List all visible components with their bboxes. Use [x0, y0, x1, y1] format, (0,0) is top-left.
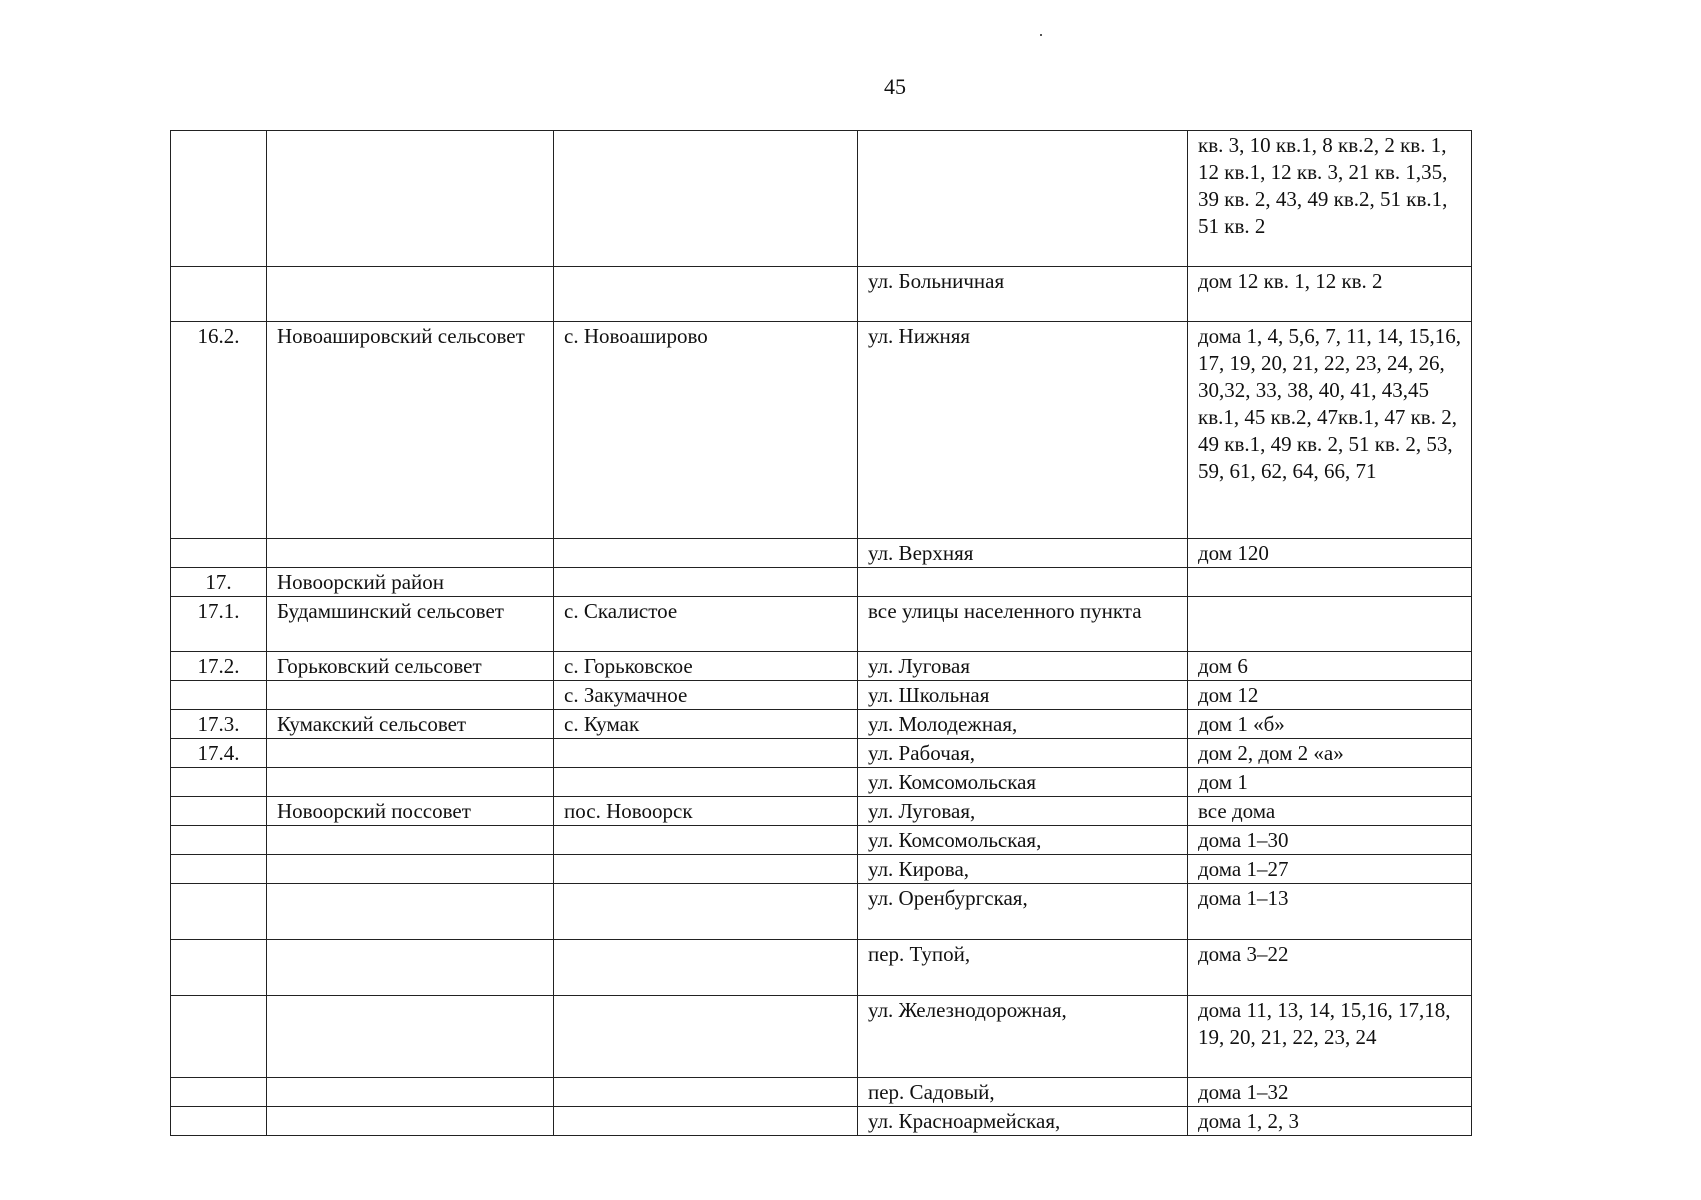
row-number-cell: [171, 539, 267, 568]
table-row: [171, 1107, 1472, 1136]
row-number-cell: 17.2.: [171, 652, 267, 681]
settlement-cell: с. Новоаширово: [554, 322, 858, 539]
street-cell: пер. Тупой,: [858, 940, 1188, 996]
settlement-cell: [554, 768, 858, 797]
houses-cell: дома 1–30: [1188, 826, 1472, 855]
houses-cell: дом 12 кв. 1, 12 кв. 2: [1188, 267, 1472, 322]
street-cell: [858, 568, 1188, 597]
settlement-cell: [554, 568, 858, 597]
district-cell: [267, 855, 554, 884]
houses-cell: дом 12: [1188, 681, 1472, 710]
settlement-cell: с. Горьковское: [554, 652, 858, 681]
settlement-cell: с. Закумачное: [554, 681, 858, 710]
row-number-cell: 16.2.: [171, 322, 267, 539]
settlement-cell: [554, 940, 858, 996]
settlement-cell: [554, 1078, 858, 1107]
table-body: [171, 131, 1472, 1136]
district-cell: Новоорский район: [267, 568, 554, 597]
table-row: [171, 1078, 1472, 1107]
houses-cell: дом 2, дом 2 «а»: [1188, 739, 1472, 768]
houses-cell: дом 1 «б»: [1188, 710, 1472, 739]
address-table: [170, 130, 1472, 1136]
row-number-cell: [171, 681, 267, 710]
houses-cell: дома 1, 2, 3: [1188, 1107, 1472, 1136]
settlement-cell: [554, 1107, 858, 1136]
settlement-cell: [554, 826, 858, 855]
district-cell: [267, 826, 554, 855]
houses-cell: дома 3–22: [1188, 940, 1472, 996]
table-row: [171, 539, 1472, 568]
houses-cell: дом 1: [1188, 768, 1472, 797]
row-number-cell: [171, 855, 267, 884]
district-cell: Будамшинский сельсовет: [267, 597, 554, 652]
street-cell: ул. Школьная: [858, 681, 1188, 710]
page-number: 45: [884, 74, 906, 99]
district-cell: [267, 539, 554, 568]
table-row: [171, 996, 1472, 1078]
table-row: [171, 322, 1472, 539]
houses-cell: все дома: [1188, 797, 1472, 826]
street-cell: ул. Больничная: [858, 267, 1188, 322]
settlement-cell: с. Кумак: [554, 710, 858, 739]
row-number-cell: [171, 1078, 267, 1107]
row-number-cell: 17.1.: [171, 597, 267, 652]
table-row: [171, 652, 1472, 681]
table-row: [171, 855, 1472, 884]
street-cell: ул. Кирова,: [858, 855, 1188, 884]
settlement-cell: [554, 539, 858, 568]
houses-cell: дом 120: [1188, 539, 1472, 568]
settlement-cell: [554, 739, 858, 768]
district-cell: [267, 940, 554, 996]
table-row: [171, 267, 1472, 322]
settlement-cell: [554, 131, 858, 267]
district-cell: [267, 1078, 554, 1107]
street-cell: ул. Луговая,: [858, 797, 1188, 826]
row-number-cell: 17.4.: [171, 739, 267, 768]
district-cell: [267, 996, 554, 1078]
row-number-cell: [171, 131, 267, 267]
row-number-cell: [171, 267, 267, 322]
street-cell: ул. Комсомольская: [858, 768, 1188, 797]
houses-cell: [1188, 597, 1472, 652]
district-cell: [267, 267, 554, 322]
row-number-cell: 17.3.: [171, 710, 267, 739]
table-row: [171, 739, 1472, 768]
street-cell: ул. Рабочая,: [858, 739, 1188, 768]
table-row: [171, 826, 1472, 855]
houses-cell: дома 11, 13, 14, 15,16, 17,18, 19, 20, 21, 22, 23, 24: [1188, 996, 1472, 1078]
district-cell: [267, 131, 554, 267]
district-cell: Горьковский сельсовет: [267, 652, 554, 681]
street-cell: пер. Садовый,: [858, 1078, 1188, 1107]
settlement-cell: пос. Новоорск: [554, 797, 858, 826]
district-cell: Новоашировский сельсовет: [267, 322, 554, 539]
houses-cell: дом 6: [1188, 652, 1472, 681]
row-number-cell: [171, 826, 267, 855]
table-row: [171, 568, 1472, 597]
district-cell: Кумакский сельсовет: [267, 710, 554, 739]
street-cell: ул. Нижняя: [858, 322, 1188, 539]
district-cell: Новоорский поссовет: [267, 797, 554, 826]
street-cell: ул. Комсомольская,: [858, 826, 1188, 855]
houses-cell: [1188, 568, 1472, 597]
street-cell: ул. Верхняя: [858, 539, 1188, 568]
district-cell: [267, 739, 554, 768]
settlement-cell: [554, 996, 858, 1078]
row-number-cell: [171, 1107, 267, 1136]
table-row: [171, 940, 1472, 996]
row-number-cell: 17.: [171, 568, 267, 597]
settlement-cell: [554, 884, 858, 940]
row-number-cell: [171, 884, 267, 940]
table-row: [171, 710, 1472, 739]
district-cell: [267, 768, 554, 797]
street-cell: ул. Луговая: [858, 652, 1188, 681]
street-cell: ул. Красноармейская,: [858, 1107, 1188, 1136]
table-row: [171, 131, 1472, 267]
street-cell: ул. Молодежная,: [858, 710, 1188, 739]
street-cell: все улицы населенного пункта: [858, 597, 1188, 652]
row-number-cell: [171, 996, 267, 1078]
houses-cell: дома 1–13: [1188, 884, 1472, 940]
scan-speck: [1040, 34, 1042, 36]
table-row: [171, 768, 1472, 797]
settlement-cell: с. Скалистое: [554, 597, 858, 652]
row-number-cell: [171, 940, 267, 996]
houses-cell: кв. 3, 10 кв.1, 8 кв.2, 2 кв. 1, 12 кв.1, 12 кв. 3, 21 кв. 1,35, 39 кв. 2, 43, 49 кв.2, 51 кв.1, 51 кв. 2: [1188, 131, 1472, 267]
table-row: [171, 681, 1472, 710]
table-row: [171, 797, 1472, 826]
district-cell: [267, 1107, 554, 1136]
district-cell: [267, 884, 554, 940]
houses-cell: дома 1–27: [1188, 855, 1472, 884]
settlement-cell: [554, 855, 858, 884]
row-number-cell: [171, 768, 267, 797]
street-cell: ул. Оренбургская,: [858, 884, 1188, 940]
table-row: [171, 884, 1472, 940]
street-cell: ул. Железнодорожная,: [858, 996, 1188, 1078]
houses-cell: дома 1, 4, 5,6, 7, 11, 14, 15,16, 17, 19, 20, 21, 22, 23, 24, 26, 30,32, 33, 38, 40, 41, 43,45 кв.1, 45 кв.2, 47кв.1, 47 кв. 2, 49 кв.1, 49 кв. 2, 51 кв. 2, 53, 59, 61, 62, 64, 66, 71: [1188, 322, 1472, 539]
settlement-cell: [554, 267, 858, 322]
houses-cell: дома 1–32: [1188, 1078, 1472, 1107]
table-row: [171, 597, 1472, 652]
row-number-cell: [171, 797, 267, 826]
street-cell: [858, 131, 1188, 267]
district-cell: [267, 681, 554, 710]
